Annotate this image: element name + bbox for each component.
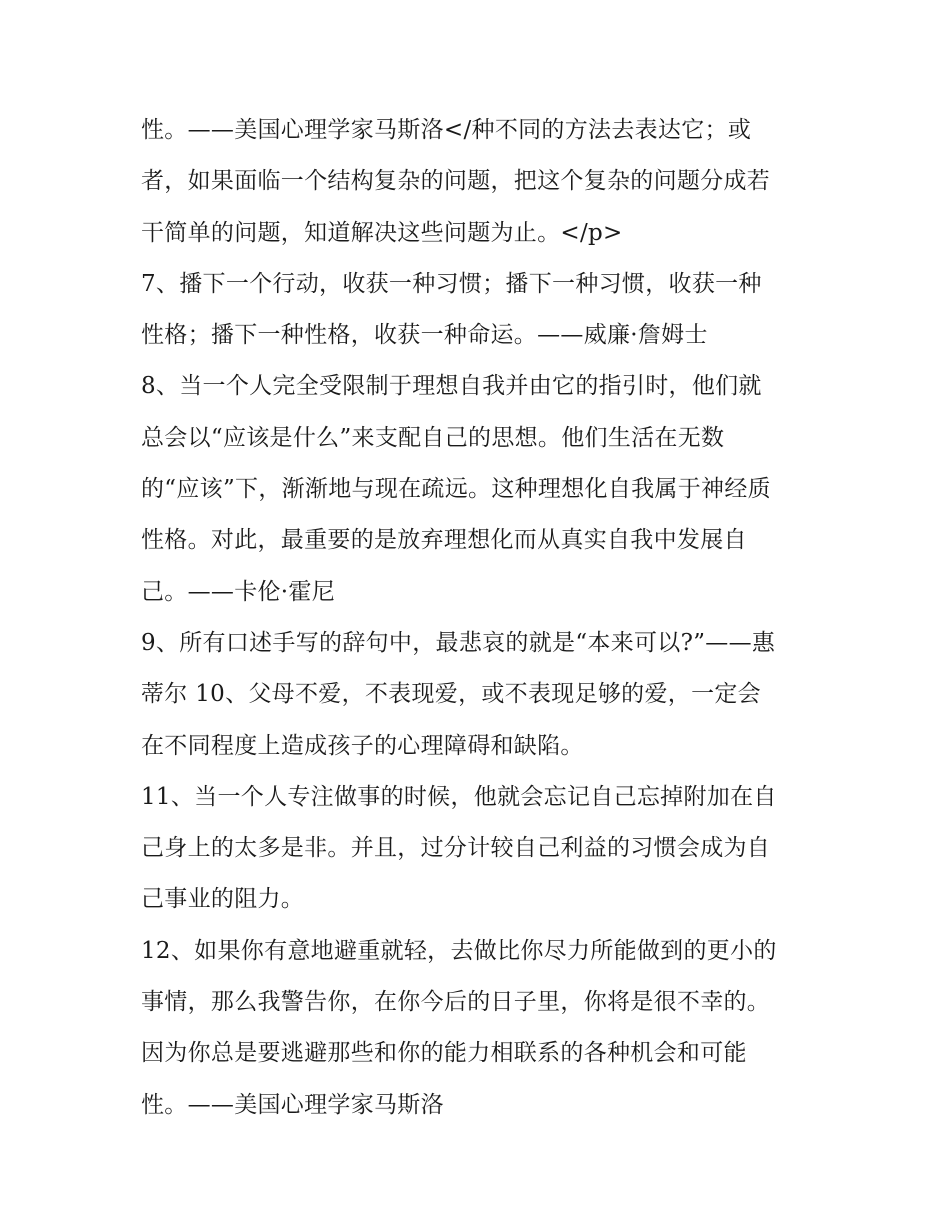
text-line: 9、所有口述手写的辞句中，最悲哀的就是“本来可以?”——惠 [141,629,776,656]
text-line: 11、当一个人专注做事的时候，他就会忘记自己忘掉附加在自 [141,783,777,810]
text-line: 己身上的太多是非。并且，过分计较自己利益的习惯会成为自 [141,835,771,862]
text-line: 性。——美国心理学家马斯洛 [141,1091,444,1118]
text-line: 己。——卡伦·霍尼 [141,578,336,605]
text-line: 因为你总是要逃避那些和你的能力相联系的各种机会和可能 [141,1040,747,1067]
body-text [141,105,821,1131]
text-line: 者，如果面临一个结构复杂的问题，把这个复杂的问题分成若 [141,168,771,195]
text-line: 性。——美国心理学家马斯洛</种不同的方法去表达它；或 [141,117,752,143]
text-line: 性格；播下一种性格，收获一种命运。——威廉·詹姆士 [141,322,708,349]
text-line: 总会以“应该是什么”来支配自己的思想。他们生活在无数 [141,424,725,451]
text-line: 己事业的阻力。 [141,886,305,913]
text-line: 12、如果你有意地避重就轻，去做比你尽力所能做到的更小的 [141,937,777,964]
text-line: 8、当一个人完全受限制于理想自我并由它的指引时，他们就 [141,373,762,400]
text-line: 在不同程度上造成孩子的心理障碍和缺陷。 [141,732,584,759]
text-line: 的“应该”下，渐渐地与现在疏远。这种理想化自我属于神经质 [141,476,771,503]
text-line: 干简单的问题，知道解决这些问题为止。</p> [141,219,623,246]
text-line: 蒂尔 10、父母不爱，不表现爱，或不表现足够的爱，一定会 [141,681,761,708]
text-line: 7、播下一个行动，收获一种习惯；播下一种习惯，收获一种 [141,270,762,297]
text-line: 事情，那么我警告你，在你今后的日子里，你将是很不幸的。 [141,989,771,1016]
text-line: 性格。对此，最重要的是放弃理想化而从真实自我中发展自 [141,527,747,554]
